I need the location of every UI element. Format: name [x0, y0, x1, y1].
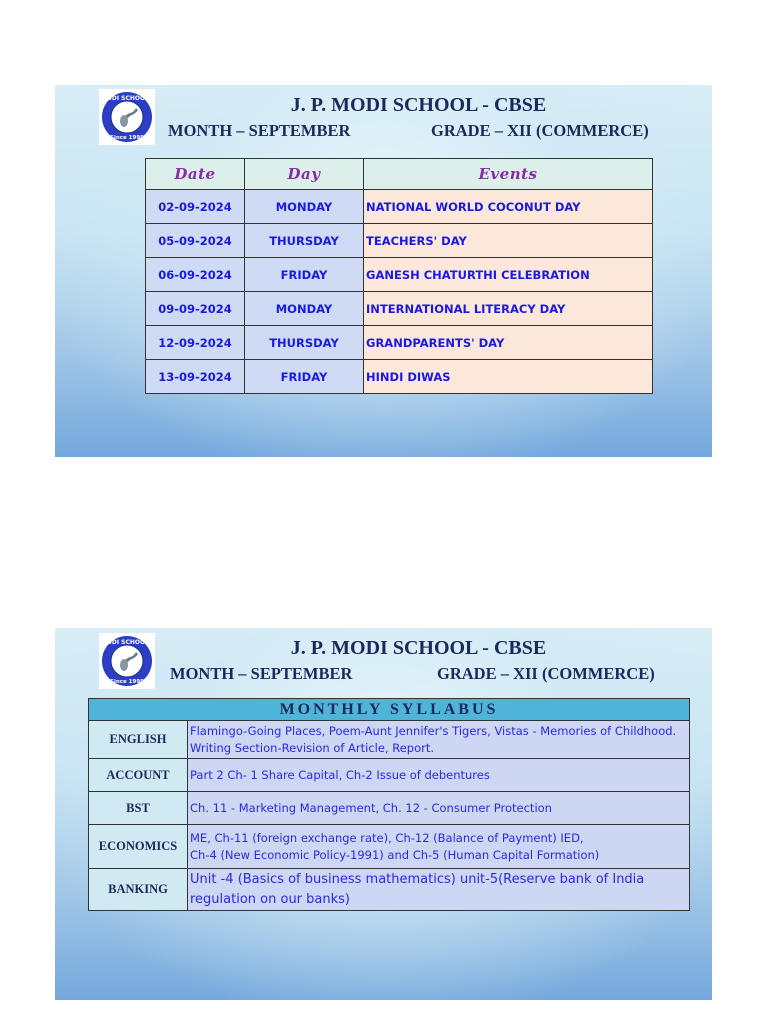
grade-label: GRADE – XII (COMMERCE) [431, 121, 649, 140]
table-row [146, 360, 653, 394]
event-date: 13-09-2024 [146, 360, 245, 394]
content-line: ME, Ch-11 (foreign exchange rate), Ch-12 (Balance of Payment) IED, [190, 830, 584, 845]
event-day: FRIDAY [245, 258, 364, 292]
table-row [146, 190, 653, 224]
subject-bst: BST [89, 792, 188, 825]
svg-text:MODI SCHOOLS: MODI SCHOOLS [100, 95, 154, 102]
syllabus-content [188, 721, 690, 759]
content-line: Ch. 11 - Marketing Management, Ch. 12 - Consumer Protection [190, 800, 552, 815]
month-label: MONTH – SEPTEMBER [168, 121, 351, 140]
event-day: THURSDAY [245, 224, 364, 258]
content-line: Writing Section-Revision of Article, Report. [190, 740, 435, 755]
syllabus-header-row [89, 699, 690, 721]
event-name: GRANDPARENTS' DAY [364, 326, 653, 360]
syllabus-content [188, 869, 690, 911]
table-row [146, 326, 653, 360]
subject-english: ENGLISH [89, 721, 188, 759]
events-slide [55, 85, 712, 457]
syllabus-content [188, 825, 690, 869]
table-row [146, 224, 653, 258]
svg-text:MODI SCHOOLS: MODI SCHOOLS [100, 639, 154, 646]
event-name: GANESH CHATURTHI CELEBRATION [364, 258, 653, 292]
content-line: Ch-4 (New Economic Policy-1991) and Ch-5 (Human Capital Formation) [190, 847, 600, 862]
table-row [146, 258, 653, 292]
table-row [89, 792, 690, 825]
syllabus-content [188, 759, 690, 792]
event-name: NATIONAL WORLD COCONUT DAY [364, 190, 653, 224]
event-day: FRIDAY [245, 360, 364, 394]
syllabus-table [88, 698, 690, 911]
subject-economics: ECONOMICS [89, 825, 188, 869]
table-row [89, 759, 690, 792]
month-label: MONTH – SEPTEMBER [170, 664, 353, 683]
content-line: Flamingo-Going Places, Poem-Aunt Jennifer's Tigers, Vistas - Memories of Childhood. [190, 723, 677, 738]
svg-text:Since 1999: Since 1999 [110, 135, 144, 141]
svg-text:Since 1999: Since 1999 [110, 679, 144, 685]
table-row [89, 825, 690, 869]
content-line: Part 2 Ch- 1 Share Capital, Ch-2 Issue of debentures [190, 767, 490, 782]
school-title: J. P. MODI SCHOOL - CBSE [290, 637, 547, 659]
event-date: 12-09-2024 [146, 326, 245, 360]
syllabus-content [188, 792, 690, 825]
events-table [145, 158, 653, 394]
content-line: regulation on our banks) [190, 891, 350, 907]
event-date: 06-09-2024 [146, 258, 245, 292]
table-row [146, 292, 653, 326]
event-date: 05-09-2024 [146, 224, 245, 258]
header-day: Day [245, 159, 364, 190]
event-date: 02-09-2024 [146, 190, 245, 224]
events-header-row [146, 159, 653, 190]
header-date: Date [146, 159, 245, 190]
subject-account: ACCOUNT [89, 759, 188, 792]
event-day: MONDAY [245, 292, 364, 326]
syllabus-header: MONTHLY SYLLABUS [89, 699, 690, 721]
grade-label: GRADE – XII (COMMERCE) [437, 664, 655, 683]
event-date: 09-09-2024 [146, 292, 245, 326]
event-name: INTERNATIONAL LITERACY DAY [364, 292, 653, 326]
subject-banking: BANKING [89, 869, 188, 911]
event-name: HINDI DIWAS [364, 360, 653, 394]
syllabus-slide [55, 628, 712, 1000]
event-day: THURSDAY [245, 326, 364, 360]
event-day: MONDAY [245, 190, 364, 224]
table-row [89, 721, 690, 759]
header-events: Events [364, 159, 653, 190]
table-row [89, 869, 690, 911]
school-title: J. P. MODI SCHOOL - CBSE [290, 94, 547, 116]
event-name: TEACHERS' DAY [364, 224, 653, 258]
content-line: Unit -4 (Basics of business mathematics) unit-5(Reserve bank of India [190, 871, 645, 887]
